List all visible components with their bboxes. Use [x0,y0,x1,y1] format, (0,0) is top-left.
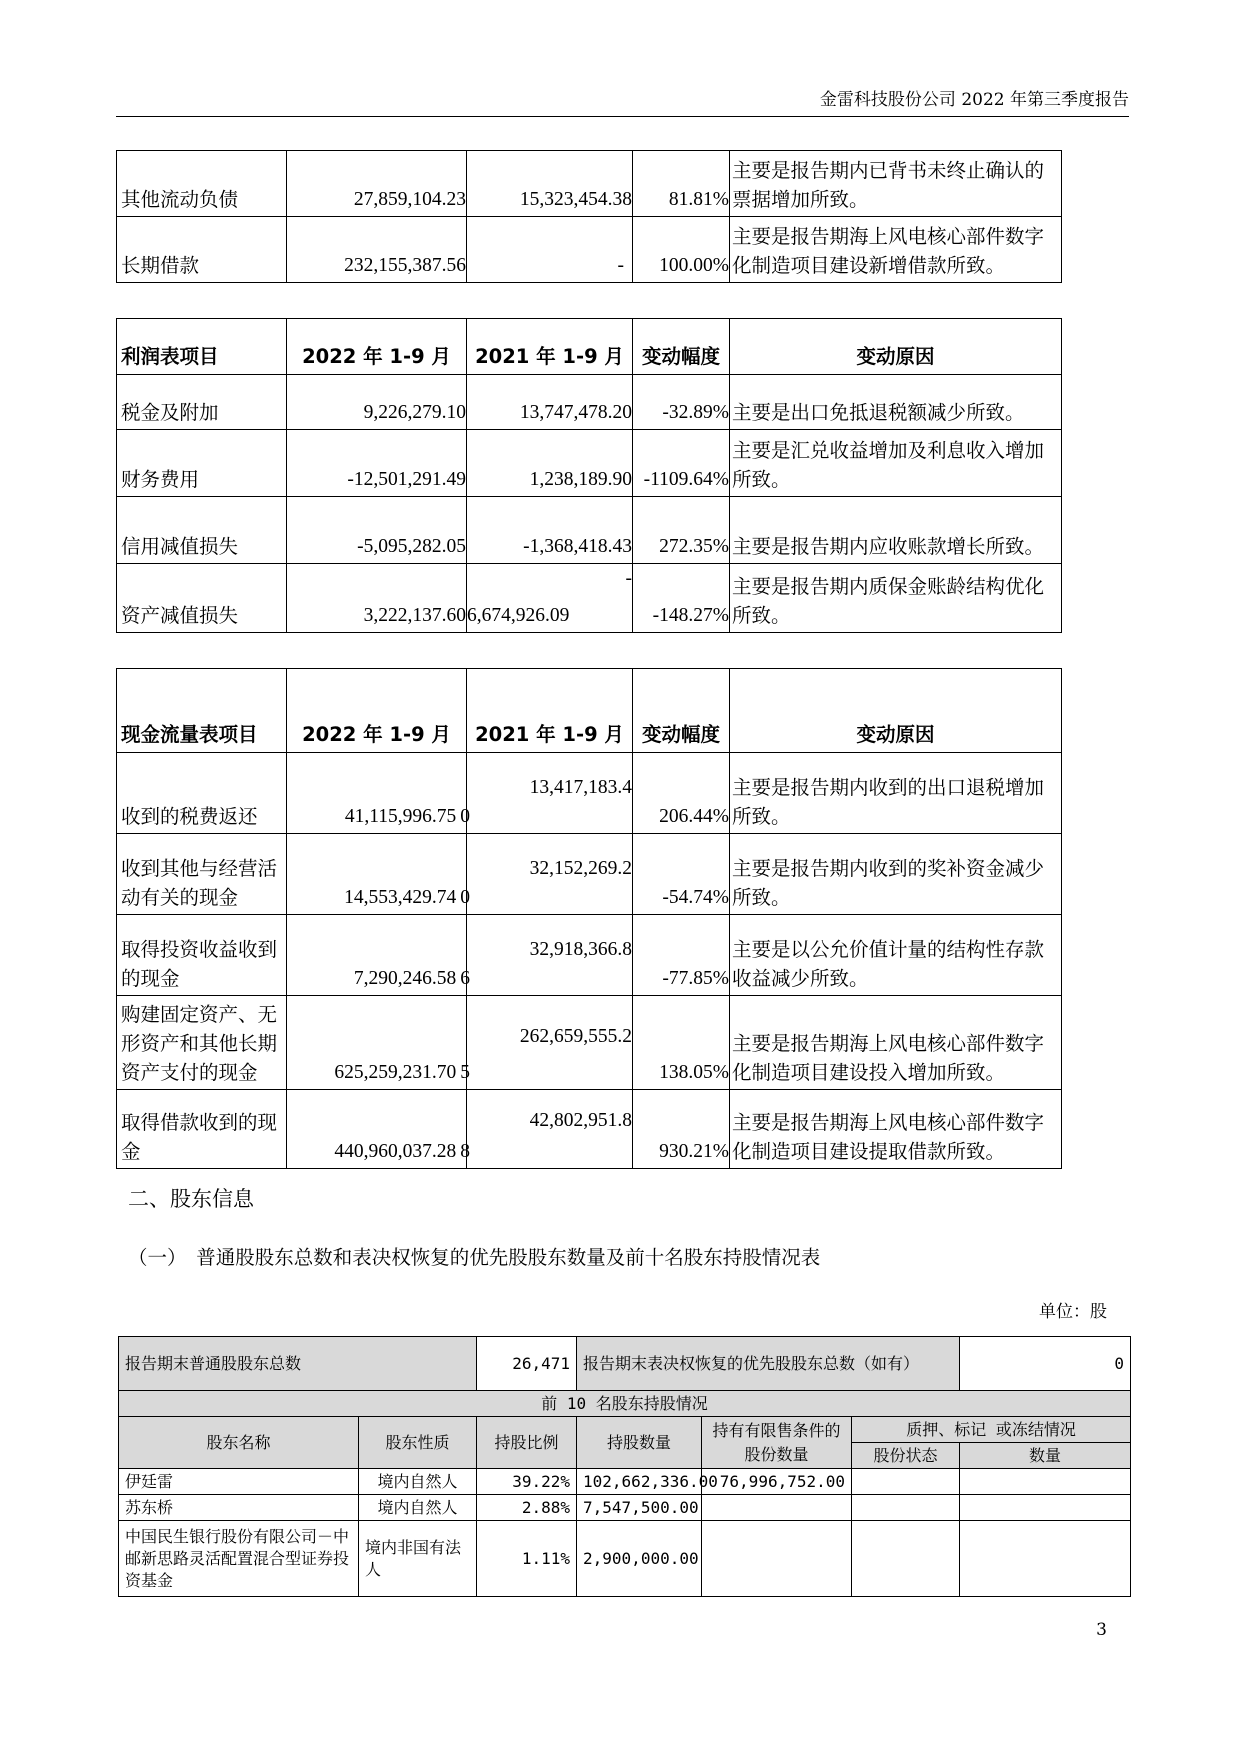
change-reason: 主要是报告期内质保金账龄结构优化所致。 [730,564,1062,633]
table-row [117,151,1062,217]
col-header-nature: 股东性质 [359,1417,477,1469]
value-2022-tail: 0 [460,806,470,827]
col-header-2021: 2021 年 1-9 月 [467,319,633,375]
shareholder-table [118,1336,1131,1597]
holder-count [960,1521,1131,1597]
table-header-row [117,669,1062,753]
value-2022 [287,834,470,915]
change-pct: 930.21% [633,1090,730,1169]
holder-ratio: 1.11% [477,1521,577,1597]
change-reason: 主要是报告期内已背书未终止确认的票据增加所致。 [730,151,1062,217]
change-reason: 主要是报告期内收到的出口退税增加所致。 [730,753,1062,834]
change-pct: 100.00% [633,217,730,283]
change-pct: -1109.64% [633,430,730,497]
value-2022-text: 41,115,996.75 [344,806,457,827]
value-2022 [287,915,470,996]
cashflow-table [116,668,1062,1169]
change-reason: 主要是报告期内应收账款增长所致。 [730,497,1062,564]
holder-count [960,1469,1131,1495]
value-2021: 32,918,366.8 [467,915,633,996]
value-2021: 262,659,555.2 [467,996,633,1090]
table-row [119,1391,1131,1417]
col-header-2021: 2021 年 1-9 月 [467,669,633,753]
value-2022-tail: 5 [460,1062,470,1083]
change-reason: 主要是出口免抵退税额减少所致。 [730,375,1062,430]
pref-holders-value: 0 [960,1337,1131,1391]
table-row [117,753,1062,834]
table-row [117,217,1062,283]
row-label: 收到的税费返还 [117,753,287,834]
value-2022-tail: 6 [460,968,470,989]
value-2021: 1,238,189.90 [467,430,633,497]
change-reason: 主要是汇兑收益增加及利息收入增加所致。 [730,430,1062,497]
table-row [117,996,1062,1090]
value-2022 [287,753,470,834]
minus-sign: - [625,568,632,589]
row-label: 资产减值损失 [117,564,287,633]
holder-qty: 7,547,500.00 [577,1495,702,1521]
page-number: 3 [1096,1620,1107,1640]
value-2022-text: 7,290,246.58 [353,968,457,989]
value-2022-text: 440,960,037.28 [334,1141,457,1162]
change-pct: -77.85% [633,915,730,996]
holder-status [852,1469,960,1495]
change-reason: 主要是报告期海上风电核心部件数字化制造项目建设投入增加所致。 [730,996,1062,1090]
holder-qty: 2,900,000.00 [577,1521,702,1597]
col-header-name: 股东名称 [119,1417,359,1469]
value-2022: 27,859,104.23 [287,151,467,217]
holder-nature: 境内自然人 [359,1495,477,1521]
holder-status [852,1521,960,1597]
row-label: 财务费用 [117,430,287,497]
table-header-row [117,319,1062,375]
col-header-pledge: 质押、标记 或冻结情况 [852,1417,1131,1443]
col-header-qty: 持股数量 [577,1417,702,1469]
holder-status [852,1495,960,1521]
col-header-change: 变动幅度 [633,669,730,753]
table-row [117,497,1062,564]
table-row [119,1495,1131,1521]
holder-name: 中国民生银行股份有限公司－中邮新思路灵活配置混合型证券投资基金 [119,1521,359,1597]
top10-title: 前 10 名股东持股情况 [119,1391,1131,1417]
value-2021: 15,323,454.38 [467,151,633,217]
total-holders-value: 26,471 [477,1337,577,1391]
row-label: 税金及附加 [117,375,287,430]
row-label: 收到其他与经营活动有关的现金 [117,834,287,915]
table-row [119,1337,1131,1391]
holder-restricted: 76,996,752.00 [702,1469,852,1495]
section-subtitle: （一） 普通股股东总数和表决权恢复的优先股股东数量及前十名股东持股情况表 [128,1246,821,1269]
pref-holders-label: 报告期末表决权恢复的优先股股东总数（如有） [577,1337,960,1391]
value-2022: -5,095,282.05 [287,497,467,564]
value-2022: 3,222,137.60 [287,564,467,633]
page-header [116,88,1129,117]
holder-nature: 境内自然人 [359,1469,477,1495]
table-row [119,1521,1131,1597]
col-header-ratio: 持股比例 [477,1417,577,1469]
holder-count [960,1495,1131,1521]
change-pct: 81.81% [633,151,730,217]
income-table [116,318,1062,633]
holder-restricted [702,1521,852,1597]
holder-name: 苏东桥 [119,1495,359,1521]
col-header-count: 数量 [960,1443,1131,1469]
holder-ratio: 39.22% [477,1469,577,1495]
change-pct: -148.27% [633,564,730,633]
value-2022-tail: 8 [460,1141,470,1162]
value-2022-tail: 0 [460,887,470,908]
value-2021: -1,368,418.43 [467,497,633,564]
col-header-change: 变动幅度 [633,319,730,375]
change-reason: 主要是报告期海上风电核心部件数字化制造项目建设新增借款所致。 [730,217,1062,283]
col-header-reason: 变动原因 [730,319,1062,375]
holder-name: 伊廷雷 [119,1469,359,1495]
change-pct: -32.89% [633,375,730,430]
value-2021: 13,747,478.20 [467,375,633,430]
table-row [117,915,1062,996]
row-label: 购建固定资产、无形资产和其他长期资产支付的现金 [117,996,287,1090]
table-row [119,1469,1131,1495]
col-header-status: 股份状态 [852,1443,960,1469]
value-2021: 13,417,183.4 [467,753,633,834]
value-2021: 32,152,269.2 [467,834,633,915]
value-2021: 42,802,951.8 [467,1090,633,1169]
col-header-item: 利润表项目 [117,319,287,375]
change-pct: 138.05% [633,996,730,1090]
value-2022: -12,501,291.49 [287,430,467,497]
row-label: 其他流动负债 [117,151,287,217]
value-2022-text: 625,259,231.70 [334,1062,457,1083]
value-2021 [467,564,633,633]
table-header-row [119,1417,1131,1443]
col-header-restricted: 持有有限售条件的股份数量 [702,1417,852,1469]
total-holders-label: 报告期末普通股股东总数 [119,1337,477,1391]
report-title: 金雷科技股份公司 2022 年第三季度报告 [819,90,1129,110]
row-label: 取得投资收益收到的现金 [117,915,287,996]
table-row [117,834,1062,915]
holder-nature: 境内非国有法人 [359,1521,477,1597]
value-2021-text: 6,674,926.09 [467,605,570,626]
col-header-item: 现金流量表项目 [117,669,287,753]
holder-qty: 102,662,336.00 [577,1469,702,1495]
col-header-2022: 2022 年 1-9 月 [287,669,467,753]
change-reason: 主要是报告期海上风电核心部件数字化制造项目建设提取借款所致。 [730,1090,1062,1169]
change-reason: 主要是报告期内收到的奖补资金减少所致。 [730,834,1062,915]
col-header-2022: 2022 年 1-9 月 [287,319,467,375]
balance-table [116,150,1062,283]
col-header-reason: 变动原因 [730,669,1062,753]
value-2021: - [467,217,633,283]
unit-label: 单位：股 [1039,1302,1107,1322]
row-label: 信用减值损失 [117,497,287,564]
table-row [117,430,1062,497]
holder-restricted [702,1495,852,1521]
change-pct: 206.44% [633,753,730,834]
value-2022: 9,226,279.10 [287,375,467,430]
row-label: 取得借款收到的现金 [117,1090,287,1169]
row-label: 长期借款 [117,217,287,283]
holder-ratio: 2.88% [477,1495,577,1521]
change-pct: -54.74% [633,834,730,915]
value-2022 [287,1090,470,1169]
value-2022-text: 14,553,429.74 [344,887,457,908]
value-2022 [287,996,470,1090]
table-row [117,564,1062,633]
table-row [117,1090,1062,1169]
table-row [117,375,1062,430]
change-reason: 主要是以公允价值计量的结构性存款收益减少所致。 [730,915,1062,996]
value-2022: 232,155,387.56 [287,217,467,283]
change-pct: 272.35% [633,497,730,564]
section-title: 二、股东信息 [128,1187,254,1211]
